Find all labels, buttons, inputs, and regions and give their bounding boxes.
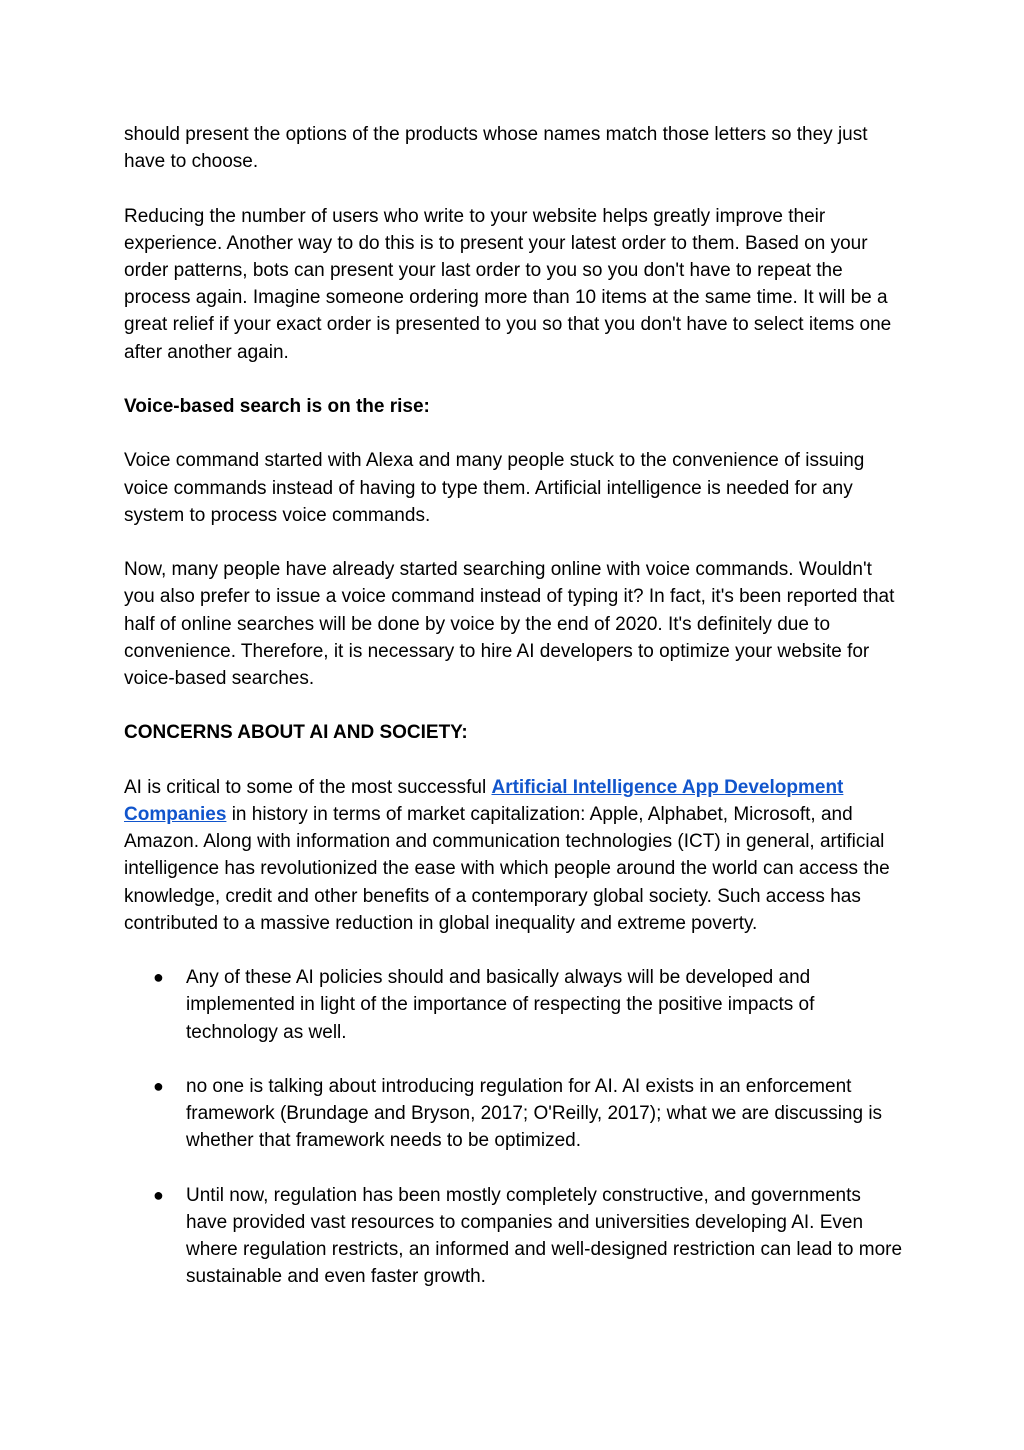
bullet-item [124,1182,904,1291]
bullet-item [124,964,904,1046]
ai-app-development-link[interactable]: Artificial Intelligence App Development Companies [124,776,844,825]
paragraph-text-before-link: AI is critical to some of the most successful [124,776,492,798]
heading-voice-search: Voice-based search is on the rise: [124,396,430,417]
bullet-text: Until now, regulation has been mostly completely constructive, and governments have provided vast resources to companies and universities developing AI. Even where regulation restricts, an informed and well-designed restriction can lead to more sustainable and even faster growth. [186,1184,903,1288]
heading-ai-society: CONCERNS ABOUT AI AND SOCIETY: [124,722,468,744]
paragraph-text-after-link: in history in terms of market capitalization: Apple, Alphabet, Microsoft, and Amazon. Along with information and communication technologies (ICT) in general, artificial intelligence has revolutionized the ease with which people around the world can access the knowledge, credit and other benefits of a contemporary global society. Such access has contributed to a massive reduction in global inequality and extreme poverty. [124,803,890,934]
paragraph-voice-command: Voice command started with Alexa and many people stuck to the convenience of issuing voice commands instead of having to type them. Artificial intelligence is needed for any system to process voice commands. [124,450,865,526]
bullet-item [124,1073,904,1155]
paragraph-order-patterns: Reducing the number of users who write to your website helps greatly improve their experience. Another way to do this is to present your latest order to them. Based on your order patterns, bots can present your last order to you so you don't have to repeat the process again. Imagine someone ordering more than 10 items at the same time. It will be a great relief if your exact order is presented to you so that you don't have to select items one after another again. [124,205,892,363]
bullet-marker: ● [153,967,164,988]
bullet-text: no one is talking about introducing regulation for AI. AI exists in an enforcement framework (Brundage and Bryson, 2017; O'Reilly, 2017); what we are discussing is whether that framework needs to be optimized. [186,1075,883,1152]
paragraph-voice-searches: Now, many people have already started searching online with voice commands. Wouldn't you also prefer to issue a voice command instead of typing it? In fact, it's been reported that half of online searches will be done by voice by the end of 2020. It's definitely due to convenience. Therefore, it is necessary to hire AI developers to optimize your website for voice-based searches. [124,559,895,689]
bullet-list [124,964,904,1290]
document-page [124,121,904,1318]
paragraph-ai-critical [124,774,904,937]
bullet-marker: ● [153,1075,164,1096]
bullet-marker: ● [153,1184,164,1205]
bullet-text: Any of these AI policies should and basically always will be developed and implemented in light of the importance of respecting the positive impacts of technology as well. [186,967,815,1043]
paragraph-continuation: should present the options of the products whose names match those letters so they just have to choose. [124,124,868,173]
